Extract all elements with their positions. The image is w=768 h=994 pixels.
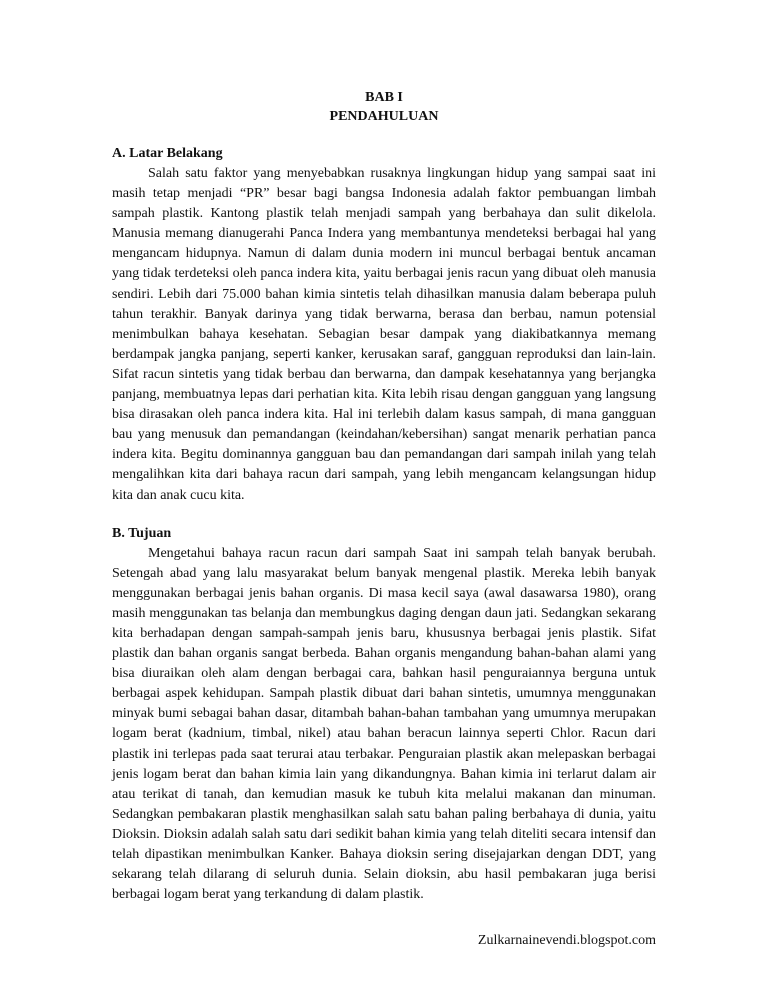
- section-latar-belakang: [112, 144, 656, 506]
- chapter-number: BAB I: [365, 90, 403, 105]
- section-heading: A. Latar Belakang: [112, 146, 223, 161]
- section-tujuan: [112, 524, 656, 906]
- section-heading: B. Tujuan: [112, 525, 172, 541]
- chapter-title: PENDAHULUAN: [329, 109, 439, 124]
- section-paragraph: Salah satu faktor yang menyebabkan rusaknya lingkungan hidup yang sampai saat ini masih tetap menjadi “PR” besar bagi bangsa Indonesia adalah faktor pembuangan limbah sampah plastik. Kantong plastik telah menjadi sampah yang berbahaya dan sulit dikelola. Manusia memang dianugerahi Panca Indera yang membantunya mendeteksi berbagai hal yang mengancam hidupnya. Namun di dalam dunia modern ini muncul berbagai bentuk ancaman yang tidak terdeteksi oleh panca indera kita, yaitu berbagai jenis racun yang dibuat oleh manusia sendiri. Lebih dari 75.000 bahan kimia sintetis telah dihasilkan manusia dalam beberapa puluh tahun terakhir. Banyak darinya yang tidak berwarna, berasa dan berbau, namun potensial menimbulkan bahaya kesehatan. Sebagian besar dampak yang diakibatkannya memang berdampak jangka panjang, seperti kanker, kerusakan saraf, gangguan reproduksi dan lain-lain. Sifat racun sintetis yang tidak berbau dan berwarna, dan dampak kesehatannya yang berjangka panjang, membuatnya lepas dari perhatian kita. Kita lebih risau dengan gangguan yang langsung bisa dirasakan oleh panca indera kita. Hal ini terlebih dalam kasus sampah, di mana gangguan bau yang menusuk dan pemandangan (keindahan/kebersihan) sangat menarik perhatian panca indera kita. Begitu dominannya gangguan bau dan pemandangan dari sampah inilah yang telah mengalihkan kita dari bahaya racun dari sampah, yang lebih mengancam kelangsungan hidup kita dan anak cucu kita.: [112, 166, 656, 503]
- document-page: [112, 88, 656, 905]
- footer-source: Zulkarnainevendi.blogspot.com: [477, 933, 656, 948]
- section-paragraph: Mengetahui bahaya racun racun dari sampah Saat ini sampah telah banyak berubah. Setengah abad yang lalu masyarakat belum banyak mengenal plastik. Mereka lebih banyak menggunakan berbagai jenis bahan organis. Di masa kecil saya (awal dasawarsa 1980), orang masih menggunakan tas belanja dan membungkus daging dengan daun jati. Sedangkan sekarang kita berhadapan dengan sampah-sampah jenis baru, khususnya berbagai jenis plastik. Sifat plastik dan bahan organis sangat berbeda. Bahan organis mengandung bahan-bahan alami yang bisa diuraikan oleh alam dengan berbagai cara, bahkan hasil penguraiannya berguna untuk berbagai aspek kehidupan. Sampah plastik dibuat dari bahan sintetis, umumnya menggunakan minyak bumi sebagai bahan dasar, ditambah bahan-bahan tambahan yang umumnya merupakan logam berat (kadnium, timbal, nikel) atau bahan beracun lainnya seperti Chlor. Racun dari plastik ini terlepas pada saat terurai atau terbakar. Penguraian plastik akan melepaskan berbagai jenis logam berat dan bahan kimia lain yang dikandungnya. Bahan kimia ini terlarut dalam air atau terikat di tanah, dan kemudian masuk ke tubuh kita melalui makanan dan minuman. Sedangkan pembakaran plastik menghasilkan salah satu bahan paling berbahaya di dunia, yaitu Dioksin. Dioksin adalah salah satu dari sedikit bahan kimia yang telah diteliti secara intensif dan telah dipastikan menimbulkan Kanker. Bahaya dioksin sering disejajarkan dengan DDT, yang sekarang telah dilarang di seluruh dunia. Selain dioksin, abu hasil pembakaran juga berisi berbagai logam berat yang terkandung di dalam plastik.: [112, 545, 656, 903]
